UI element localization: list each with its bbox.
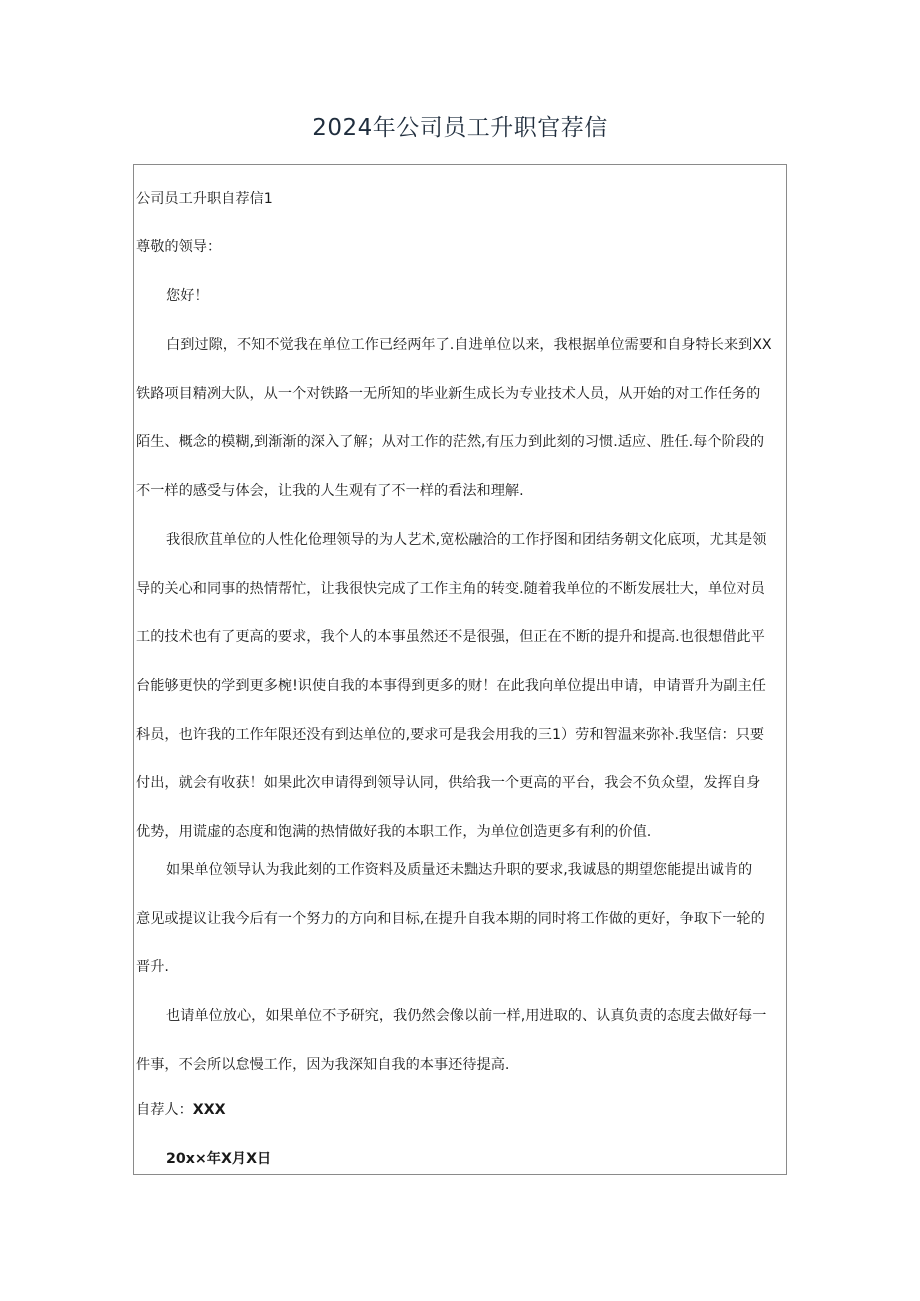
salutation: 尊敬的领导：	[136, 239, 222, 255]
paragraph-1	[136, 335, 786, 530]
paragraph-line: 陌生、概念的模糊,到渐渐的深入了解；从对工作的茫然,有压力到此刻的习惯.适应、胜任.每个阶段的	[136, 434, 765, 451]
paragraph-line: 不一样的感受与体会，让我的人生观有了不一样的看法和理解.	[136, 483, 524, 500]
paragraph-line: 优势，用谎虚的态度和饱满的热情做好我的本职工作，为单位创造更多有利的价值.	[136, 824, 652, 841]
paragraph-4	[136, 1006, 786, 1103]
signer-name: XXX	[192, 1102, 226, 1118]
letter-frame	[133, 164, 787, 1175]
signer-label: 自荐人：	[136, 1102, 193, 1118]
letter-heading: 公司员工升职自荐信1	[136, 191, 273, 207]
document-title: 2024年公司员工升职官荐信	[312, 115, 608, 141]
paragraph-2	[136, 530, 786, 871]
paragraph-line: 也请单位放心，如果单位不予研究，我仍然会像以前一样,用进取的、认真负责的态度去做好每一	[166, 1008, 767, 1024]
letter-date: 20x×年X月X日	[166, 1151, 272, 1167]
signer	[136, 1100, 226, 1120]
paragraph-line: 如果单位领导认为我此刻的工作资料及质量还未黜达升职的要求,我诚恳的期望您能提出诚肯的	[166, 862, 753, 878]
paragraph-line: 付出，就会有收获！如果此次申请得到领导认同，供给我一个更高的平台，我会不负众望，发挥自身	[136, 775, 761, 792]
paragraph-3	[136, 860, 786, 1006]
paragraph-line: 科员，也许我的工作年限还没有到达单位的,要求可是我会用我的三1）劳和智温来弥补.我坚信：只要	[136, 726, 765, 743]
paragraph-line: 白到过隙，不知不觉我在单位工作已经两年了.自进单位以来，我根据单位需要和自身特长来到XX	[166, 337, 772, 353]
paragraph-line: 我很欣苴单位的人性化伧理领导的为人艺术,宽松融洽的工作抒图和团结务朝文化底项，尤其是领	[166, 532, 767, 548]
paragraph-line: 铁路项目精冽大队，从一个对铁路一无所知的毕业新生成长为专业技术人员，从开始的对工作任务的	[136, 385, 761, 402]
paragraph-line: 工的技术也有了更高的要求，我个人的本事虽然还不是很强，但正在不断的提升和提高.也很想借此平	[136, 629, 765, 646]
paragraph-line: 台能够更快的学到更多椀!识使自我的本事得到更多的财！在此我向单位提出申请，申请晋升为副主任	[136, 678, 766, 695]
paragraph-line: 意见或提议让我今后有一个努力的方向和目标,在提升自我本期的同时将工作做的更好，争取下一轮的	[136, 910, 765, 927]
paragraph-line: 件事，不会所以怠慢工作，因为我深知自我的本事还待提高.	[136, 1056, 510, 1073]
paragraph-line: 晋升.	[136, 959, 169, 976]
paragraph-line: 导的关心和同事的热情帮忙，让我很快完成了工作主角的转变.随着我单位的不断发展壮大，单位对员	[136, 580, 765, 597]
greeting: 您好！	[166, 288, 209, 304]
